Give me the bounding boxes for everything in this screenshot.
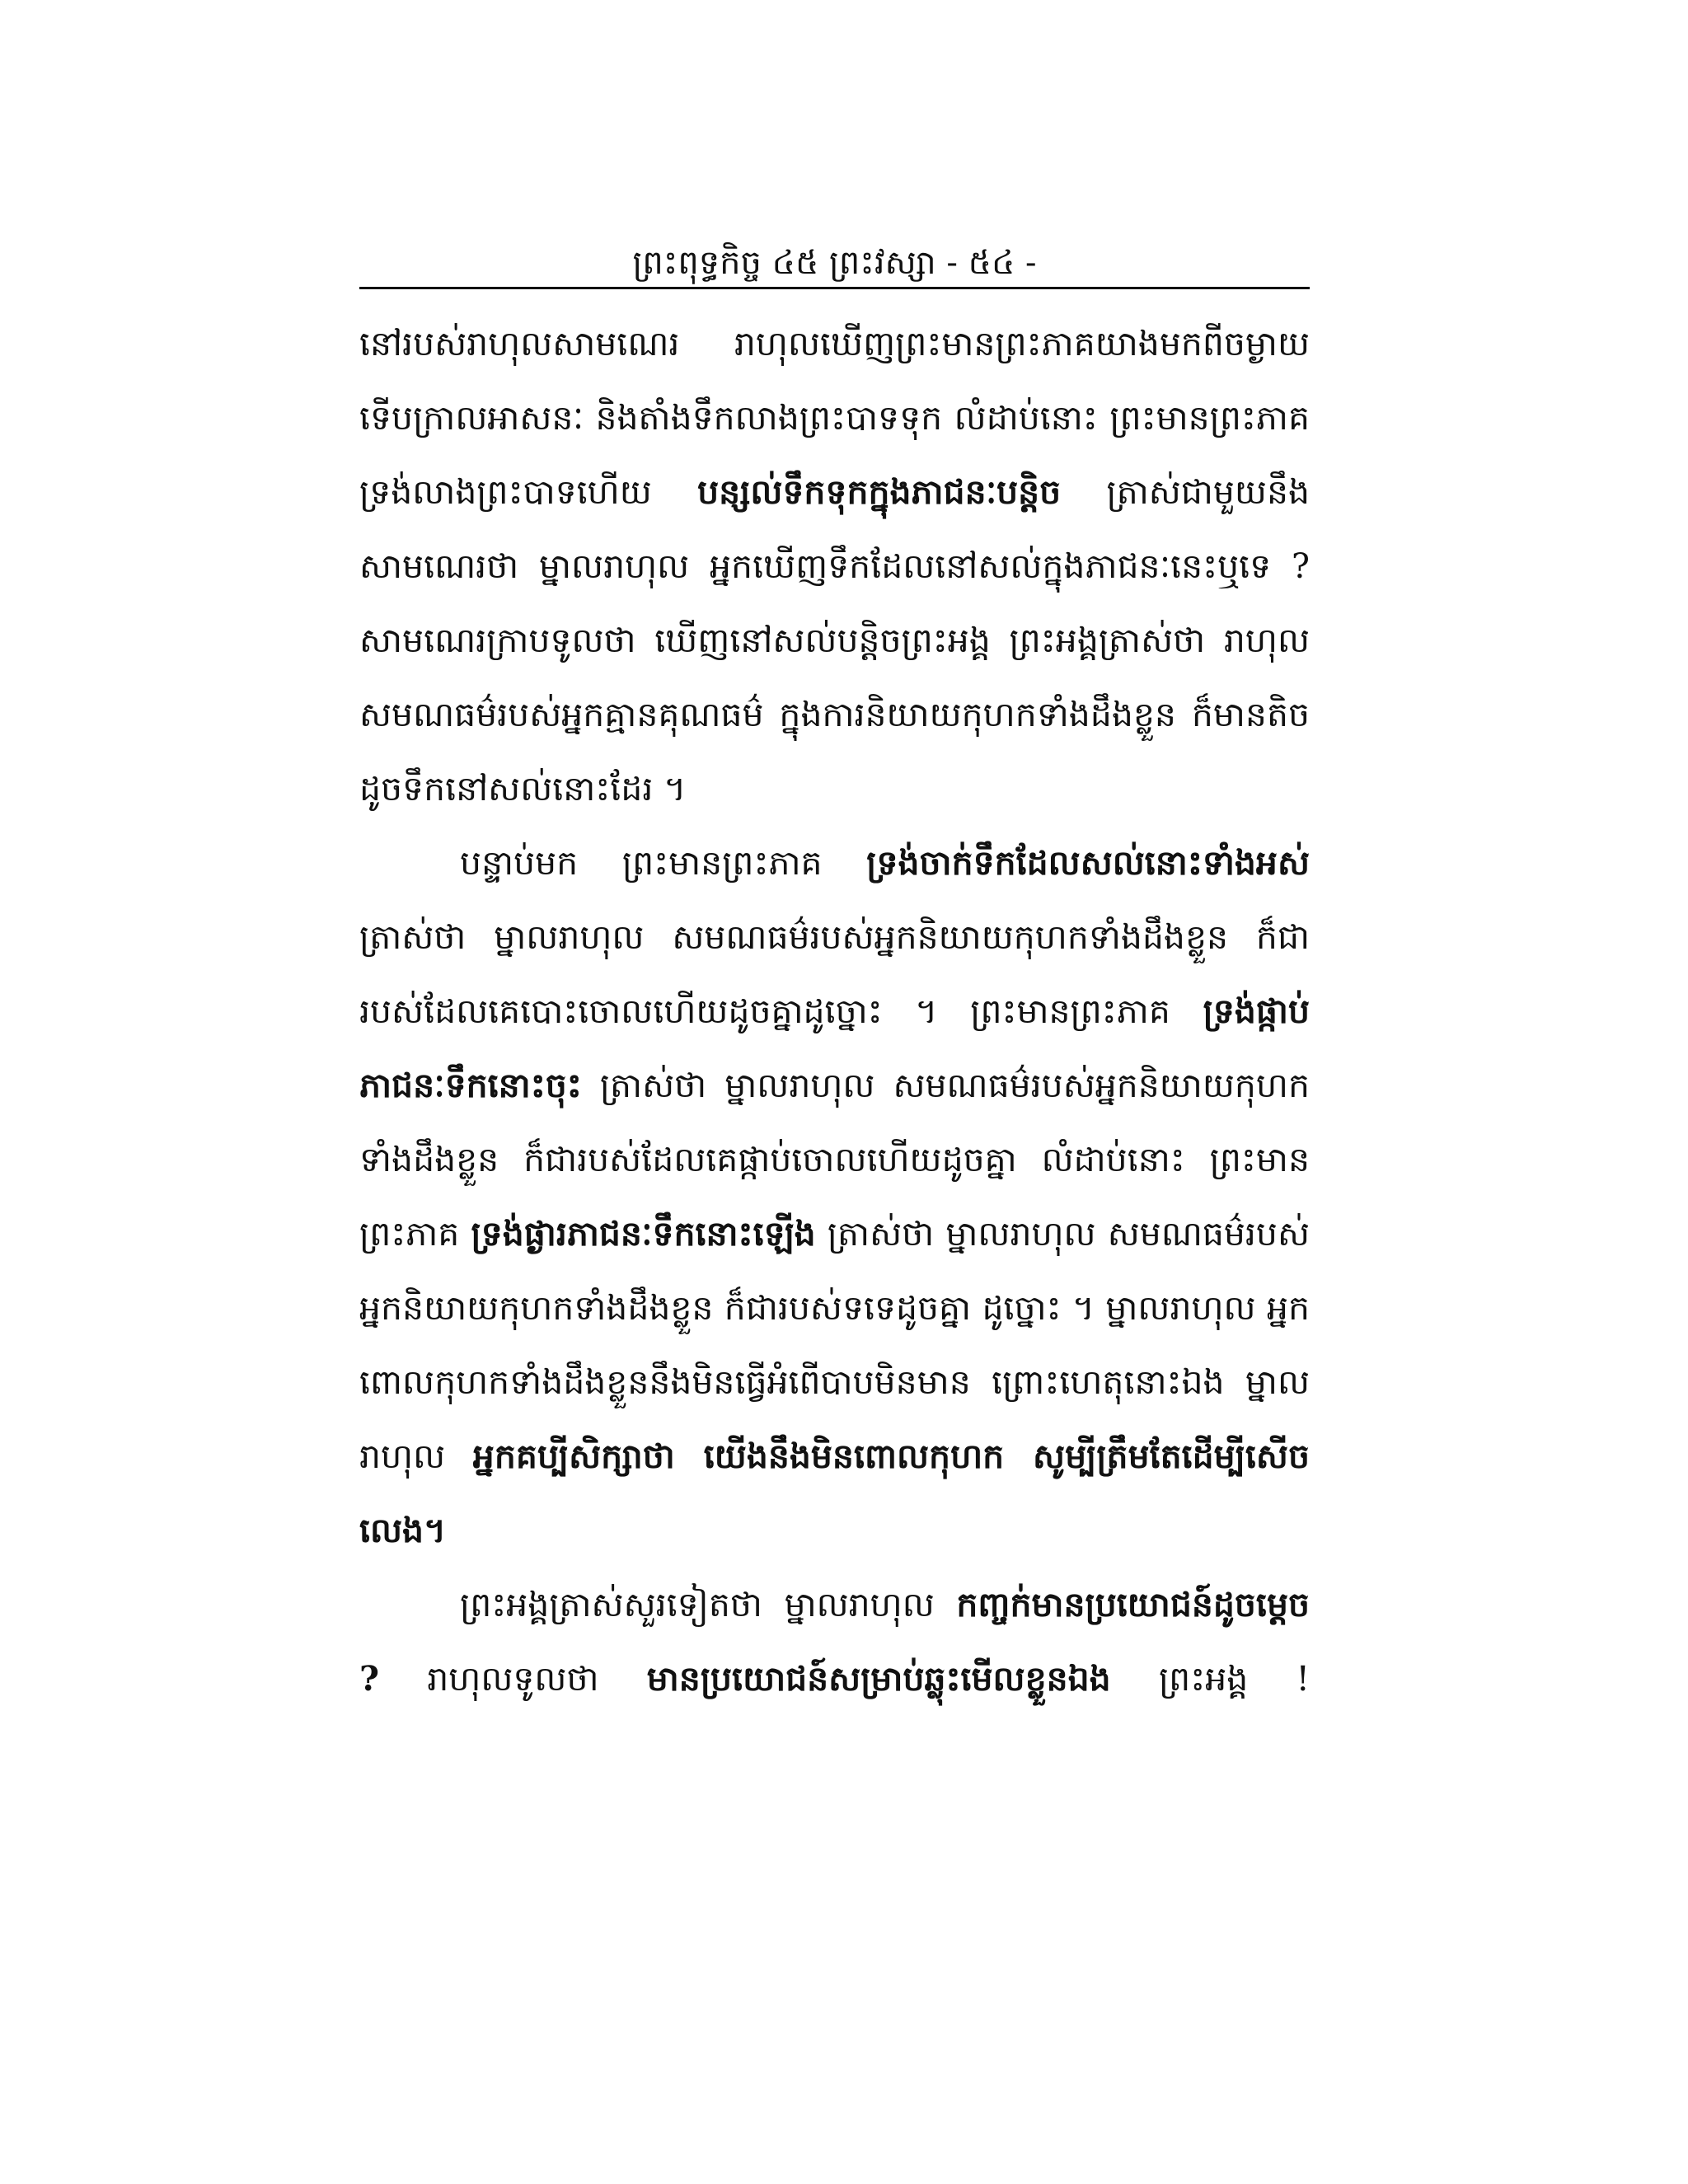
paragraph-1: [359, 307, 1310, 826]
text-span: ត្រាស់ថា ម្នាលរាហុល សមណធម៌របស់អ្នកនិយាយកុហកទាំងដឹងខ្លួន ក៏ជារបស់ដែលគេបោះចោលហើយដូចគ្នាដូច្នោះ ។ ព្រះមានព្រះភាគ: [359, 917, 1310, 1031]
text-span: ព្រះអង្គត្រាស់សួរទៀតថា ម្នាលរាហុល: [460, 1585, 957, 1624]
text-span: ត្រាស់ថា ម្នាលរាហុល សមណធម៌របស់អ្នកនិយាយកុហកទាំងដឹងខ្លួន ក៏ជារបស់ដែលគេផ្កាប់ចោលហើយដូចគ្នា លំដាប់នោះ ព្រះមានព្រះភាគ: [359, 1066, 1310, 1254]
text-span: រាហុលទូលថា: [379, 1659, 647, 1699]
running-header: ព្រះពុទ្ធកិច្ច ៤៥ ព្រះវស្សា - ៥៤ -: [632, 244, 1037, 282]
emphasis-span: កញ្ចក់មានប្រយោជន៍ដូចម្តេច ?: [359, 1585, 1310, 1699]
emphasis-span: មានប្រយោជន៍សម្រាប់ឆ្លុះមើលខ្លួនឯង: [646, 1659, 1111, 1699]
header-rule: [359, 287, 1310, 289]
body-text: [359, 307, 1310, 1716]
text-span: ព្រះអង្គ !: [1110, 1659, 1310, 1699]
text-span: នៅរបស់រាហុលសាមណេរ រាហុលឃើញព្រះមានព្រះភាគយាងមកពីចម្ងាយ ទើបក្រាលអាសនៈ និងតាំងទឹកលាងព្រះបាទទុក លំដាប់នោះ ព្រះមានព្រះភាគ ទ្រង់លាងព្រះបាទហើយ: [359, 324, 1310, 512]
emphasis-span: បន្សល់ទឹកទុកក្នុងភាជនៈបន្តិច: [697, 472, 1062, 512]
emphasis-span: ទ្រង់ផ្កាប់ភាជនៈទឹកនោះចុះ: [359, 991, 1310, 1105]
emphasis-span: ទ្រង់ចាក់ទឹកដែលសល់នោះទាំងអស់: [866, 843, 1310, 883]
text-span: បន្ទាប់មក ព្រះមានព្រះភាគ: [460, 843, 867, 883]
paragraph-2: [359, 826, 1310, 1568]
text-span: ត្រាស់ថា ម្នាលរាហុល សមណធម៌របស់អ្នកនិយាយកុហកទាំងដឹងខ្លួន ក៏ជារបស់ទទេដូចគ្នា ដូច្នោះ ។ ម្នាលរាហុល អ្នកពោលកុហកទាំងដឹងខ្លួននឹងមិនធ្វើអំពើបាបមិនមាន ព្រោះហេតុនោះឯង ម្នាលរាហុល: [359, 1214, 1310, 1476]
paragraph-3: [359, 1568, 1310, 1716]
emphasis-span: ទ្រង់ផ្ងារភាជនៈទឹកនោះឡើង: [471, 1214, 816, 1254]
emphasis-span: អ្នកគប្បីសិក្សាថា យើងនឹងមិនពោលកុហក សូម្បីត្រឹមតែដើម្បីសើចលេង។: [359, 1436, 1310, 1550]
text-span: ត្រាស់ជាមួយនឹង សាមណេរថា ម្នាលរាហុល អ្នកឃើញទឹកដែលនៅសល់ក្នុងភាជនៈនេះឬទេ ? សាមណេរក្រាបទូលថា ឃើញនៅសល់បន្តិចព្រះអង្គ ព្រះអង្គត្រាស់ថា រាហុល សមណធម៌របស់អ្នកគ្មានគុណធម៌ ក្នុងការនិយាយកុហកទាំងដឹងខ្លួន ក៏មានតិច ដូចទឹកនៅសល់នោះដែរ ។: [359, 472, 1310, 808]
